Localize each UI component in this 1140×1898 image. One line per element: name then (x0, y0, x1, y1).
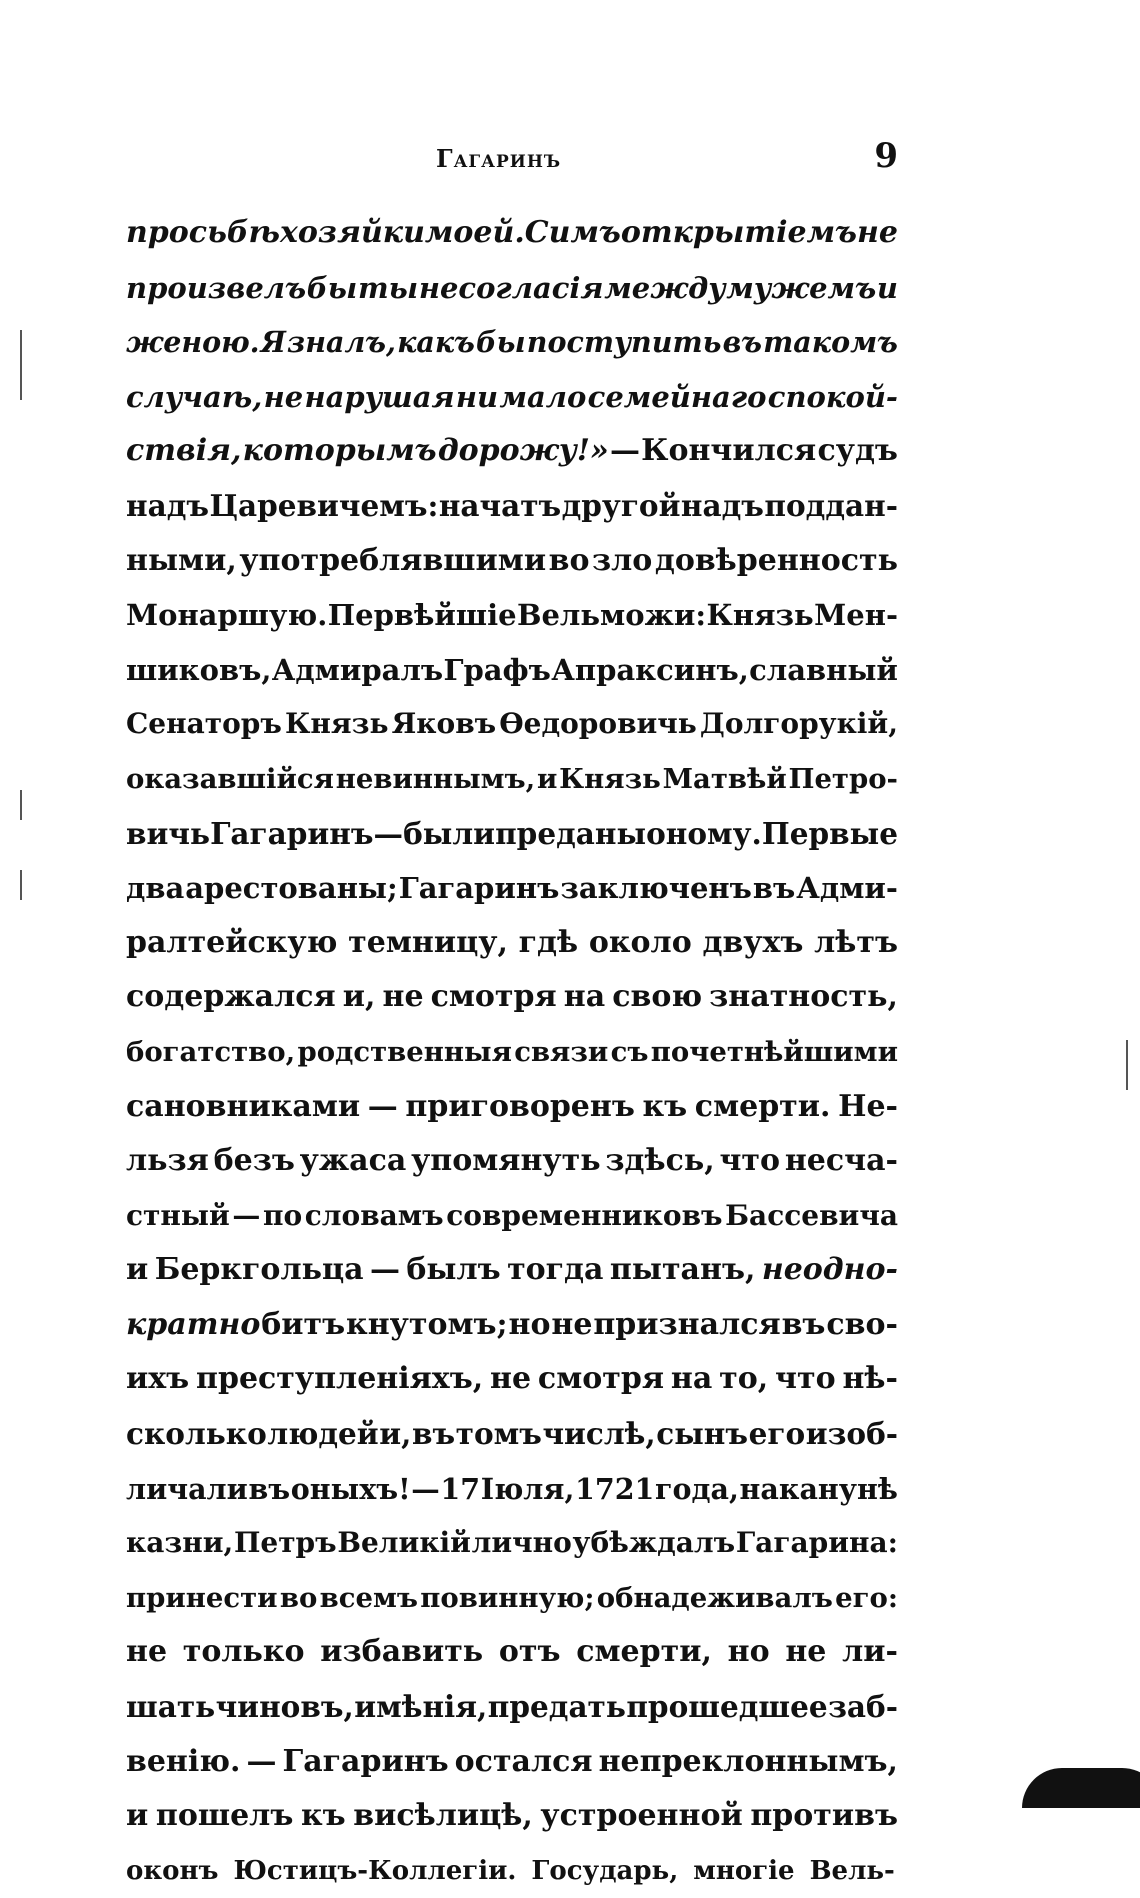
word: что (719, 1143, 781, 1179)
word: смотря (430, 979, 557, 1015)
text-line (126, 1680, 898, 1735)
word: другой (561, 487, 681, 523)
word: преступленіяхъ, (196, 1361, 484, 1397)
text-line (126, 861, 898, 916)
word: Первѣйшіе (327, 598, 517, 633)
word: — (609, 433, 640, 469)
word: связи (514, 1035, 609, 1068)
word: предать (487, 1689, 626, 1725)
word: мало (499, 379, 587, 414)
word: довѣренность (654, 542, 898, 578)
word: признался (593, 1306, 781, 1342)
word: льзя (126, 1143, 209, 1179)
text-line-last (126, 1844, 898, 1898)
text-line (126, 1134, 898, 1189)
word: Кончился (641, 433, 817, 469)
word: просьбѣ (126, 215, 281, 250)
margin-scan-mark (20, 870, 22, 900)
text-line (126, 1571, 898, 1626)
word: и (126, 1798, 149, 1834)
word: ни (455, 379, 499, 414)
word: не (856, 215, 898, 250)
word: Великій (337, 1526, 471, 1560)
word: не (490, 1361, 532, 1397)
word: на (563, 979, 606, 1015)
word: не (382, 979, 424, 1015)
word: висѣлицѣ, (353, 1798, 533, 1834)
word: два (126, 871, 185, 906)
word: многіе (693, 1855, 795, 1886)
word: его: (835, 1581, 898, 1614)
word: смотря (537, 1361, 664, 1397)
word: 1721 (575, 1471, 655, 1506)
word: богатство, (126, 1035, 296, 1068)
word: здѣсь, (605, 1143, 715, 1179)
word: Адмиралъ (271, 652, 444, 687)
word: съ (610, 1035, 649, 1068)
word: Юстицъ-Коллегіи. (233, 1855, 517, 1886)
text-line (126, 697, 898, 752)
word: поддан- (764, 487, 898, 523)
word: во (548, 542, 590, 578)
word: Бассевича (725, 1198, 898, 1232)
word: Князь (284, 707, 389, 741)
word: прошедшее (626, 1689, 828, 1725)
text-line (126, 916, 898, 971)
word: года, (655, 1471, 739, 1506)
text-line (126, 534, 898, 589)
word: томъ (455, 1416, 542, 1452)
word: Монаршую. (126, 598, 328, 633)
word: избавить (320, 1634, 484, 1670)
word: Гагаринъ (210, 815, 374, 851)
text-line (126, 206, 898, 261)
body-text (126, 206, 898, 1898)
word: ихъ (126, 1361, 190, 1397)
word: изоб- (805, 1416, 898, 1452)
word: почетнѣйшими (650, 1035, 898, 1068)
word: ли- (842, 1634, 898, 1670)
word: тогда (507, 1252, 604, 1288)
word: Вель- (809, 1855, 895, 1886)
word: Гагаринъ (398, 871, 560, 906)
word: знатность, (709, 979, 898, 1015)
word: Вельможи: (516, 598, 707, 633)
text-line (126, 1243, 898, 1298)
word: не (263, 379, 304, 414)
word: зло (592, 542, 653, 578)
word: наканунѣ (739, 1471, 898, 1506)
word: сво- (826, 1306, 898, 1342)
word: содержался (126, 979, 336, 1015)
word: сановниками (126, 1088, 361, 1124)
word: 17 (440, 1471, 481, 1506)
word: оному. (646, 815, 762, 851)
word: двухъ (702, 924, 804, 960)
word: не (126, 1634, 168, 1670)
word: моей. (424, 215, 525, 250)
text-line (126, 1462, 898, 1517)
word: то, (719, 1361, 769, 1397)
text-line (126, 1025, 898, 1080)
word: надъ (680, 487, 764, 523)
word: и (876, 270, 898, 305)
word: непреклоннымъ, (598, 1743, 898, 1779)
word: оконъ (126, 1855, 219, 1886)
text-line (126, 261, 898, 316)
word: пытанъ, (609, 1252, 756, 1288)
word: женою. (126, 325, 260, 360)
word: только (182, 1634, 305, 1670)
text-line (126, 1352, 898, 1407)
margin-scan-mark (20, 330, 22, 400)
margin-scan-mark (20, 790, 22, 820)
word: начатъ (438, 487, 562, 523)
word: кратно (126, 1306, 261, 1342)
word: въ (248, 1471, 291, 1506)
text-line (126, 970, 898, 1025)
word: нѣ- (842, 1361, 898, 1397)
word: Сенаторъ (126, 707, 282, 741)
word: гдѣ (518, 924, 579, 960)
word: Гагарина: (735, 1526, 898, 1560)
text-line (126, 1735, 898, 1790)
word: родственныя (297, 1035, 512, 1068)
text-line (126, 315, 898, 370)
word: — (367, 1088, 398, 1124)
word: Царевичемъ: (209, 487, 439, 523)
word: шиковъ, (126, 652, 272, 687)
margin-scan-mark (1126, 1040, 1128, 1090)
word: лично (471, 1526, 572, 1560)
word: Князь (559, 762, 661, 795)
word: противъ (750, 1798, 898, 1834)
word: обнадеживалъ (596, 1581, 833, 1614)
word: такомъ (763, 325, 898, 360)
text-line (126, 1407, 898, 1462)
word: — (232, 1198, 261, 1232)
word: Государь, (531, 1855, 679, 1886)
word: къ (642, 1088, 688, 1124)
word: ты (357, 270, 419, 305)
word: около (588, 924, 692, 960)
word: остался (454, 1743, 593, 1779)
word: невиннымъ, (335, 762, 536, 795)
text-line (126, 1189, 898, 1244)
word: оныхъ! (290, 1471, 411, 1506)
word: Не- (838, 1088, 898, 1124)
text-line (126, 1298, 898, 1353)
word: упомянуть (411, 1143, 601, 1179)
word: и, (379, 1416, 412, 1452)
word: принести (126, 1581, 278, 1614)
word: заб- (828, 1689, 898, 1725)
word: Беркгольца (154, 1252, 364, 1288)
word: Первые (761, 815, 898, 851)
page-header (126, 136, 898, 180)
word: зналъ, (287, 325, 396, 360)
word: шать (126, 1689, 216, 1725)
word: открытіемъ (620, 215, 857, 250)
word: имѣнія, (354, 1689, 488, 1725)
word: былъ (406, 1252, 501, 1288)
corner-ink-blot (1022, 1768, 1140, 1808)
word: но (508, 1306, 551, 1342)
page-number: 9 (874, 136, 898, 176)
word: преданы (495, 815, 647, 851)
word: какъ (397, 325, 475, 360)
text-line (126, 479, 898, 534)
word: Симъ (524, 215, 621, 250)
word: ствія, (126, 433, 242, 469)
word: Графъ (443, 652, 551, 687)
word: венію. (126, 1743, 241, 1779)
word: надъ (126, 487, 209, 523)
word: — (246, 1743, 277, 1779)
word: Яковъ (391, 707, 497, 741)
word: дорожу!» (437, 433, 609, 469)
word: и, (342, 979, 376, 1015)
word: между (604, 270, 726, 305)
word: его (748, 1416, 806, 1452)
running-head: Гагаринъ (436, 144, 562, 173)
word: Ѳедоровичь (499, 707, 697, 741)
word: бы (476, 325, 526, 360)
word: къ (300, 1798, 346, 1834)
word: и (536, 762, 558, 795)
word: которымъ (242, 433, 437, 469)
word: ужаса (299, 1143, 407, 1179)
word: судъ (817, 433, 898, 469)
word: Апраксинъ, (551, 652, 749, 687)
word: несогласія (418, 270, 604, 305)
word: Долгорукій, (699, 707, 898, 741)
word: Петро- (788, 762, 898, 795)
word: не (785, 1634, 827, 1670)
word: въ (411, 1416, 456, 1452)
word: неодно- (761, 1252, 898, 1288)
word: случаѣ, (126, 379, 263, 414)
word: свою (612, 979, 703, 1015)
word: личали (126, 1471, 248, 1506)
word: темницу, (348, 924, 508, 960)
word: въ (781, 1306, 826, 1342)
text-line (126, 370, 898, 425)
word: повинную; (420, 1581, 595, 1614)
word: — (369, 1252, 400, 1288)
word: и (126, 1252, 149, 1288)
text-line (126, 424, 898, 479)
word: Я (260, 325, 286, 360)
word: стный (126, 1198, 230, 1232)
word: числѣ, (542, 1416, 656, 1452)
word: но (727, 1634, 770, 1670)
word: произвелъ (126, 270, 307, 305)
word: устроенной (540, 1798, 743, 1834)
text-line (126, 807, 898, 862)
word: безъ (213, 1143, 295, 1179)
word: Адми- (796, 871, 898, 906)
text-line (126, 1789, 898, 1844)
word: — (373, 815, 404, 851)
word: семейнаго (587, 379, 767, 414)
word: смерти, (576, 1634, 712, 1670)
word: на (670, 1361, 713, 1397)
word: въ (722, 325, 763, 360)
word: мужемъ (726, 270, 877, 305)
text-line (126, 1516, 898, 1571)
word: пошелъ (155, 1798, 294, 1834)
word: арестованы; (185, 871, 398, 906)
word: Іюля, (480, 1471, 575, 1506)
word: поступить (526, 325, 722, 360)
word: что (775, 1361, 836, 1397)
word: сынъ (656, 1416, 749, 1452)
text-line (126, 1625, 898, 1680)
word: словамъ (304, 1198, 444, 1232)
word: Петръ (233, 1526, 337, 1560)
word: людей (267, 1416, 379, 1452)
word: не (551, 1306, 593, 1342)
word: Мен- (814, 598, 898, 633)
word: смерти. (694, 1088, 831, 1124)
word: славный (749, 652, 898, 687)
word: ралтейскую (126, 924, 338, 960)
word: сколько (126, 1416, 267, 1452)
word: ными, (126, 542, 237, 578)
word: приговоренъ (405, 1088, 635, 1124)
word: заключенъ (560, 871, 752, 906)
text-line (126, 1080, 898, 1135)
word: спокой- (767, 379, 898, 414)
word: во (279, 1581, 318, 1614)
word: по (262, 1198, 303, 1232)
word: лѣтъ (814, 924, 898, 960)
word: отъ (498, 1634, 561, 1670)
word: нарушая (304, 379, 455, 414)
word: всемъ (319, 1581, 418, 1614)
word: — (411, 1471, 440, 1506)
word: въ (752, 871, 796, 906)
word: несча- (784, 1143, 898, 1179)
word: убѣждалъ (572, 1526, 736, 1560)
word: чиновъ, (215, 1689, 354, 1725)
word: вичь (126, 815, 210, 851)
word: оказавшійся (126, 762, 334, 795)
word: употреблявшими (239, 542, 547, 578)
text-line (126, 752, 898, 807)
text-line (126, 588, 898, 643)
word: современниковъ (446, 1198, 723, 1232)
word: хозяйки (280, 215, 425, 250)
word: казни, (126, 1526, 234, 1560)
word: бы (306, 270, 358, 305)
word: Гагаринъ (282, 1743, 449, 1779)
word: кнутомъ; (346, 1306, 508, 1342)
word: Матвѣй (662, 762, 787, 795)
word: битъ (261, 1306, 346, 1342)
text-line (126, 643, 898, 698)
word: были (403, 815, 496, 851)
word: Князь (706, 598, 814, 633)
